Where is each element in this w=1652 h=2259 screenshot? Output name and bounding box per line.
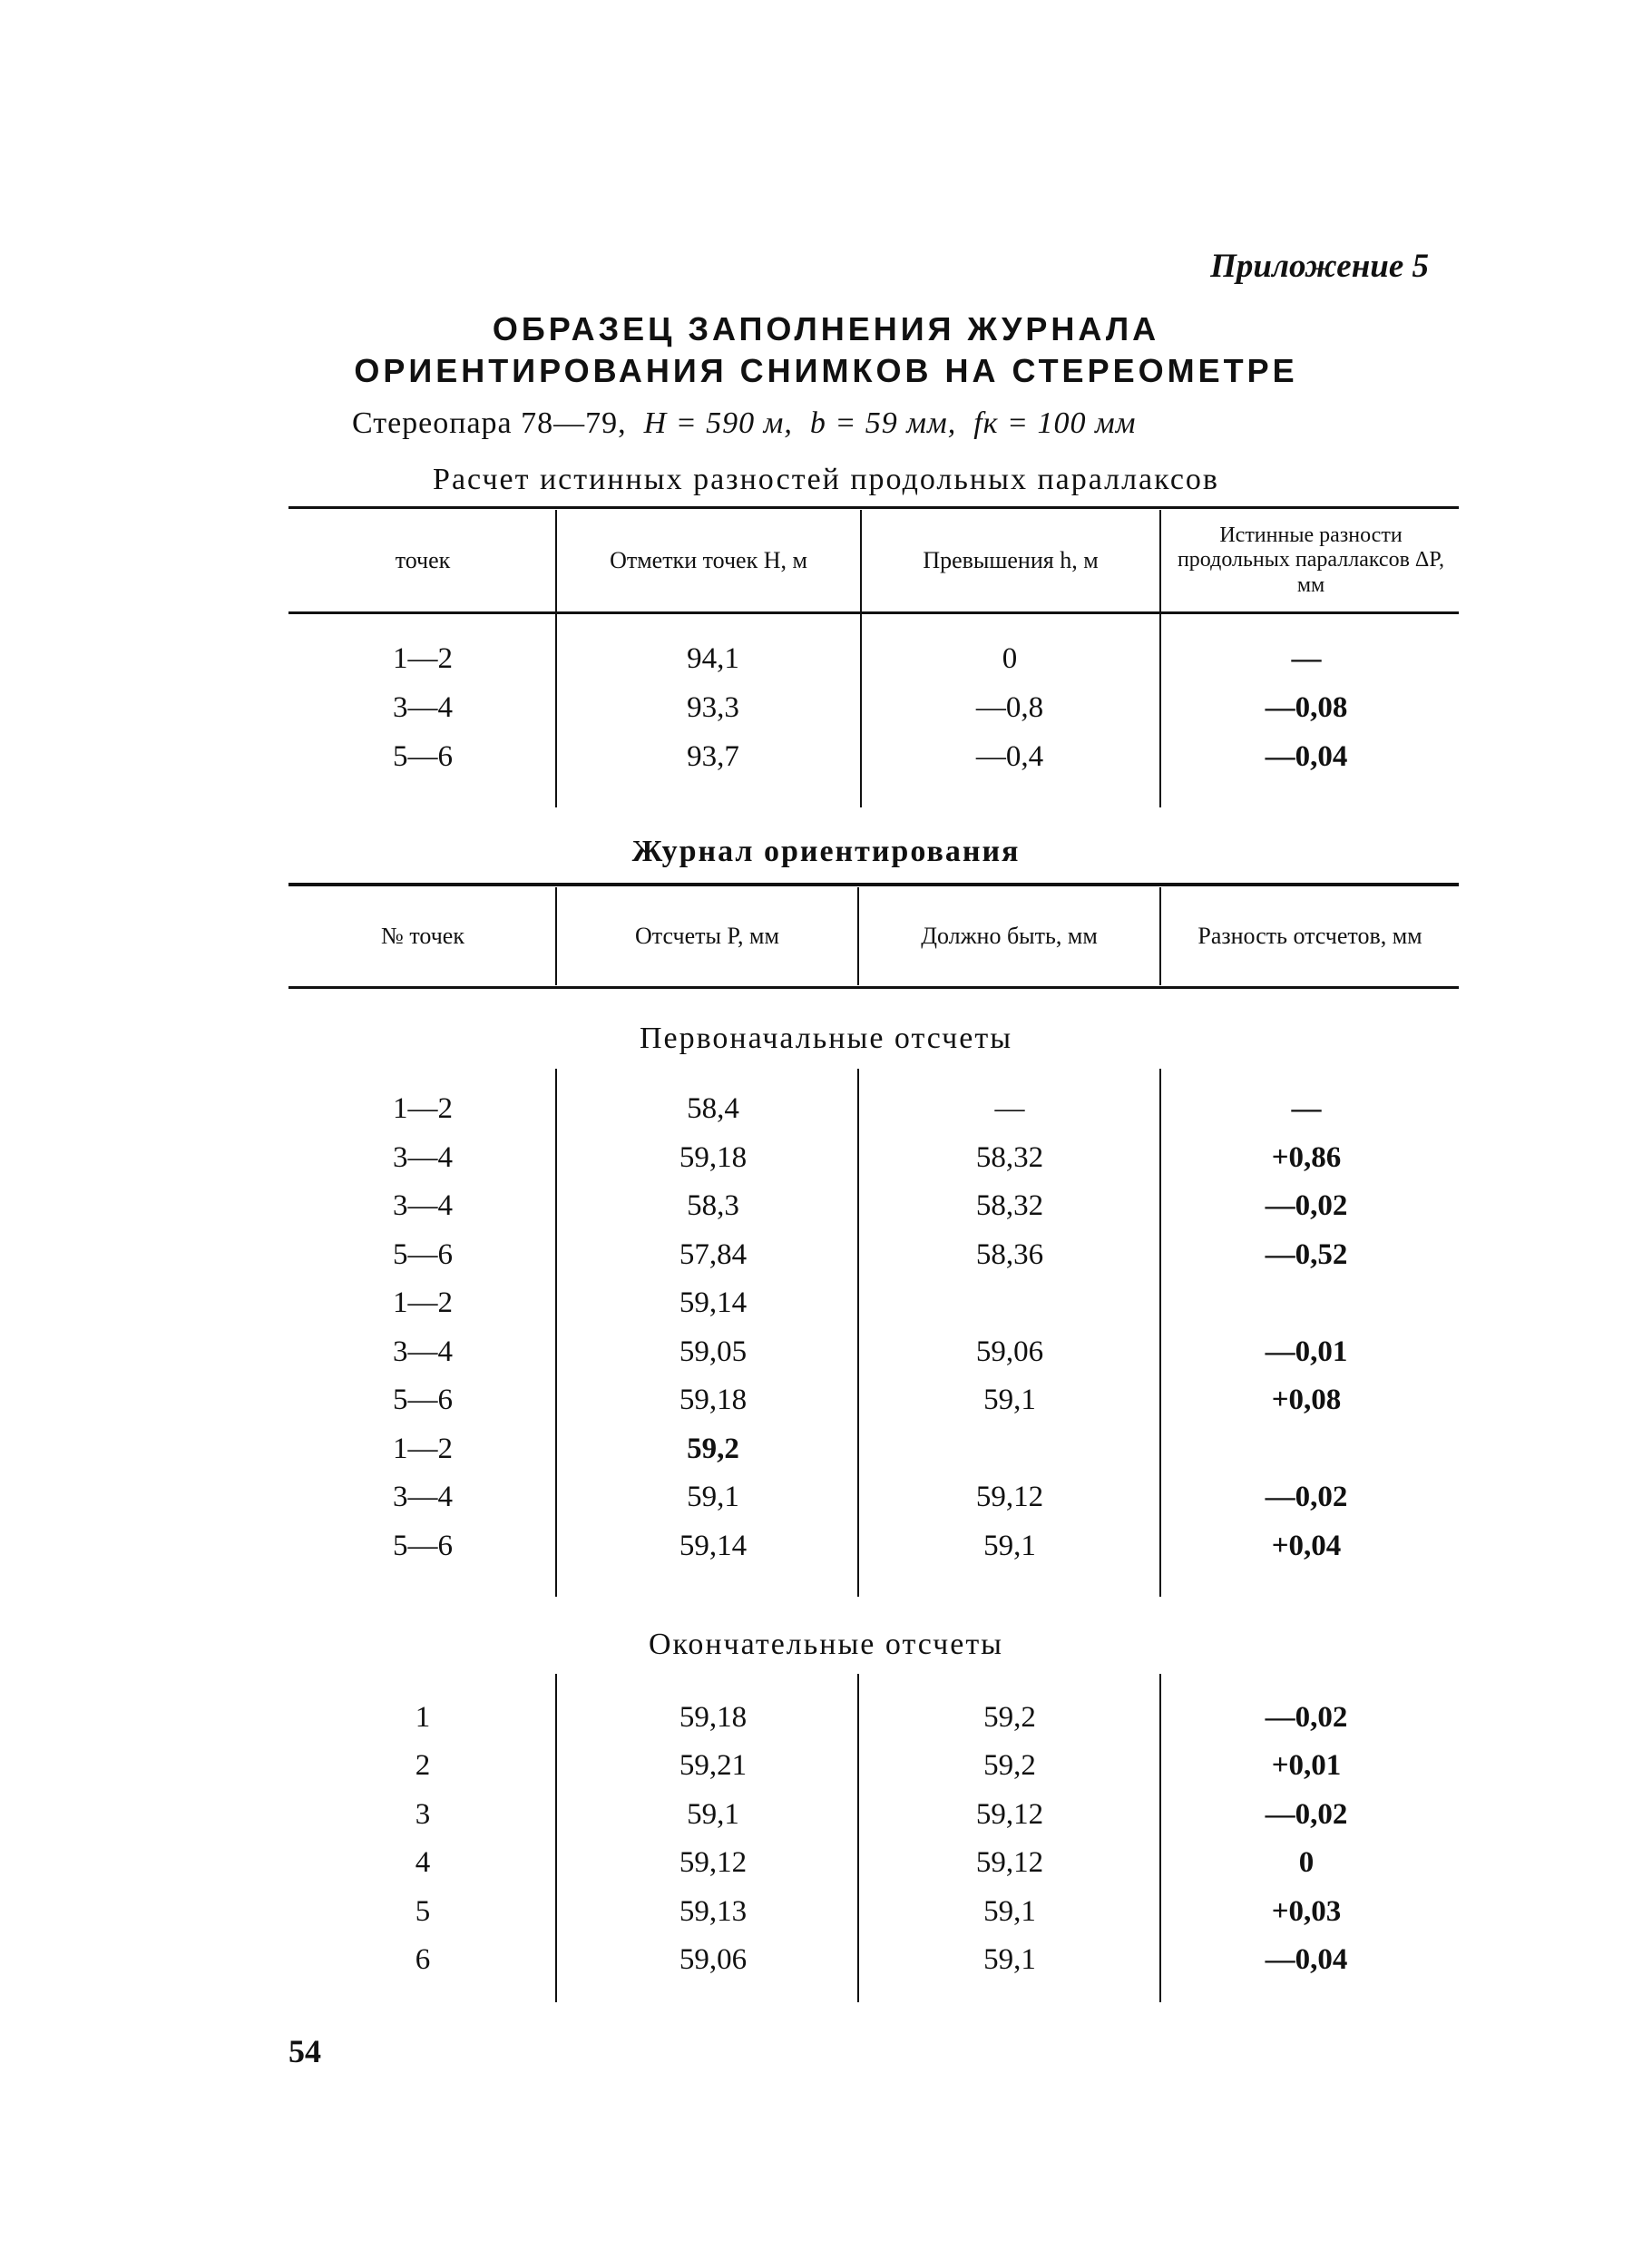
cell-points: 3—4 [393, 1335, 453, 1368]
appendix-label: Приложение 5 [1210, 248, 1429, 285]
cell-points: 3—4 [393, 1189, 453, 1222]
cell-expected: 59,1 [983, 1943, 1036, 1976]
table1-header-points: точек [395, 547, 451, 574]
param-H: H = 590 м, [643, 406, 793, 440]
cell-height: 0 [1002, 642, 1018, 675]
section-final-readings: Окончательные отсчеты [648, 1628, 1004, 1661]
cell-expected: 59,2 [983, 1701, 1036, 1734]
table2-header-expected: Должно быть, мм [921, 923, 1098, 950]
page-number: 54 [288, 2033, 321, 2069]
cell-reading: 59,1 [687, 1798, 739, 1831]
cell-expected: 58,36 [975, 1238, 1044, 1271]
table2-col-divider [555, 1674, 557, 2002]
cell-expected: 59,12 [975, 1481, 1044, 1513]
cell-points: 5—6 [393, 1238, 453, 1271]
table2-header-points: № точек [381, 923, 464, 950]
cell-expected: 59,12 [975, 1798, 1044, 1831]
document-title-line2: ОРИЕНТИРОВАНИЯ СНИМКОВ НА СТЕРЕОМЕТРЕ [354, 352, 1298, 389]
cell-reading: 57,84 [679, 1238, 748, 1271]
cell-reading: 59,12 [679, 1846, 748, 1879]
cell-points: 1—2 [393, 642, 453, 675]
cell-points: 2 [415, 1749, 431, 1782]
cell-expected: — [994, 1092, 1025, 1125]
cell-points: 5 [415, 1895, 431, 1928]
table1-header-rule [288, 611, 1459, 614]
cell-true-difference: — [1291, 642, 1322, 675]
cell-reading: 59,18 [679, 1141, 748, 1174]
cell-difference: —0,02 [1265, 1481, 1348, 1513]
table1-header-true-differences: Истинные разности продольных параллаксов ΔP, мм [1177, 523, 1445, 597]
cell-points: 6 [415, 1943, 431, 1976]
table1-header-elevations: Отметки точек H, м [610, 547, 807, 574]
cell-height: —0,4 [975, 740, 1044, 773]
param-b: b = 59 мм, [809, 406, 957, 440]
cell-elevation: 93,7 [687, 740, 739, 773]
table2-col-divider [555, 1069, 557, 1597]
cell-points: 1—2 [393, 1433, 453, 1465]
cell-reading: 59,1 [687, 1481, 739, 1513]
param-label: Стереопара 78—79, [352, 406, 627, 440]
cell-difference: +0,04 [1271, 1530, 1342, 1562]
table2-header-difference: Разность отсчетов, мм [1197, 923, 1422, 950]
cell-expected: 59,2 [983, 1749, 1036, 1782]
cell-difference: +0,03 [1271, 1895, 1342, 1928]
cell-expected: 58,32 [975, 1141, 1044, 1174]
cell-reading: 58,4 [687, 1092, 739, 1125]
cell-elevation: 93,3 [687, 691, 739, 724]
cell-reading: 59,2 [687, 1433, 739, 1465]
table1-header-heights: Превышения h, м [923, 547, 1099, 574]
cell-points: 3—4 [393, 1141, 453, 1174]
cell-reading: 59,14 [679, 1530, 748, 1562]
cell-points: 1—2 [393, 1286, 453, 1319]
cell-reading: 59,18 [679, 1384, 748, 1416]
cell-expected: 58,32 [975, 1189, 1044, 1222]
table2-col-divider [1159, 1069, 1161, 1597]
cell-expected: 59,1 [983, 1895, 1036, 1928]
cell-difference: —0,02 [1265, 1701, 1348, 1734]
table2-header-rule [288, 986, 1459, 989]
cell-points: 3 [415, 1798, 431, 1831]
cell-difference: —0,04 [1265, 1943, 1348, 1976]
cell-points: 3—4 [393, 691, 453, 724]
cell-height: —0,8 [975, 691, 1044, 724]
cell-reading: 59,13 [679, 1895, 748, 1928]
table1-caption: Расчет истинных разностей продольных параллаксов [433, 463, 1219, 496]
cell-points: 3—4 [393, 1481, 453, 1513]
cell-difference: +0,08 [1271, 1384, 1342, 1416]
cell-difference: — [1291, 1092, 1322, 1125]
table2-caption: Журнал ориентирования [631, 835, 1021, 868]
cell-expected: 59,06 [975, 1335, 1044, 1368]
cell-reading: 59,05 [679, 1335, 748, 1368]
cell-expected: 59,1 [983, 1530, 1036, 1562]
cell-difference: +0,86 [1271, 1141, 1342, 1174]
cell-reading: 59,14 [679, 1286, 748, 1319]
cell-true-difference: —0,08 [1265, 691, 1348, 724]
cell-reading: 59,21 [679, 1749, 748, 1782]
cell-points: 5—6 [393, 1530, 453, 1562]
table2-col-divider [857, 1674, 859, 2002]
cell-difference: +0,01 [1271, 1749, 1342, 1782]
table1-col-divider [1159, 510, 1161, 807]
table2-col-divider [857, 1069, 859, 1597]
cell-difference: —0,02 [1265, 1798, 1348, 1831]
cell-reading: 58,3 [687, 1189, 739, 1222]
cell-points: 1 [415, 1701, 431, 1734]
cell-expected: 59,12 [975, 1846, 1044, 1879]
cell-true-difference: —0,04 [1265, 740, 1348, 773]
cell-difference: 0 [1298, 1846, 1315, 1879]
cell-expected: 59,1 [983, 1384, 1036, 1416]
table1-top-rule [288, 506, 1459, 509]
cell-points: 4 [415, 1846, 431, 1879]
param-fk: fк = 100 мм [973, 406, 1137, 440]
cell-reading: 59,18 [679, 1701, 748, 1734]
cell-elevation: 94,1 [687, 642, 739, 675]
cell-difference: —0,01 [1265, 1335, 1348, 1368]
cell-reading: 59,06 [679, 1943, 748, 1976]
section-initial-readings: Первоначальные отсчеты [639, 1022, 1013, 1055]
table2-top-rule [288, 883, 1459, 886]
table2-col-divider [1159, 1674, 1161, 2002]
table2-header-readings: Отсчеты P, мм [635, 923, 779, 950]
cell-points: 1—2 [393, 1092, 453, 1125]
stereopair-parameters [352, 406, 1136, 441]
document-title-line1: ОБРАЗЕЦ ЗАПОЛНЕНИЯ ЖУРНАЛА [492, 310, 1160, 347]
cell-difference: —0,52 [1265, 1238, 1348, 1271]
cell-points: 5—6 [393, 1384, 453, 1416]
cell-difference: —0,02 [1265, 1189, 1348, 1222]
cell-points: 5—6 [393, 740, 453, 773]
